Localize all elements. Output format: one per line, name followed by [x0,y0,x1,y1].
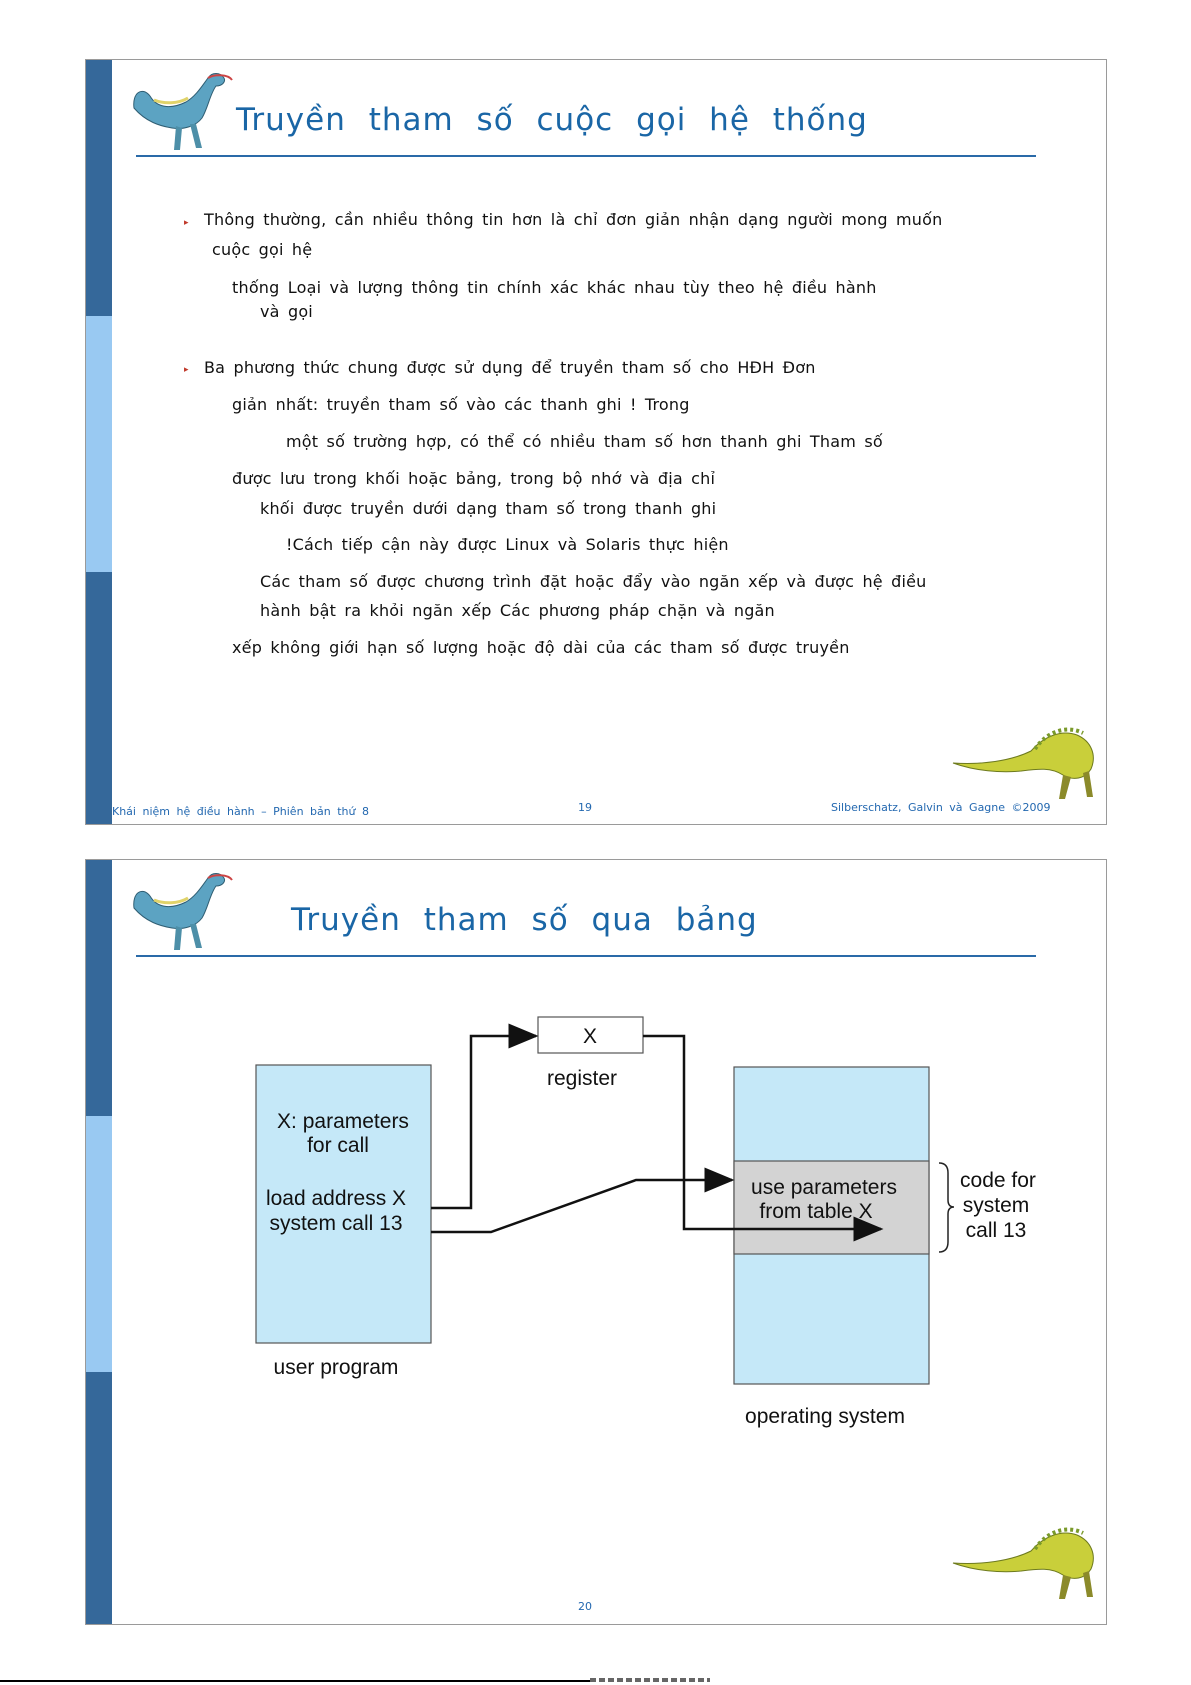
user-program-text: system call 13 [269,1212,403,1235]
body-line: hành bật ra khỏi ngăn xếp Các phương pháp chặn và ngăn [260,601,775,620]
slide-title: Truyền tham số cuộc gọi hệ thống [236,102,868,138]
footer-authors: Silberschatz, Galvin và Gagne ©2009 [831,801,1051,814]
body-line: một số trường hợp, có thể có nhiều tham số hơn thanh ghi Tham số [286,432,883,451]
slide-title: Truyền tham số qua bảng [291,902,758,938]
body-line: thống Loại và lượng thông tin chính xác khác nhau tùy theo hệ điều hành [232,278,877,297]
body-line: được lưu trong khối hoặc bảng, trong bộ nhớ và địa chỉ [232,469,716,488]
user-program-label: user program [273,1356,399,1379]
page-bottom-fragment [590,1678,710,1682]
footer-page-number: 19 [578,801,592,814]
title-underline [136,155,1036,157]
slide-sidebar [86,60,112,824]
body-line: cuộc gọi hệ [212,240,313,259]
os-block-text: from table X [759,1200,873,1223]
body-line: và gọi [260,302,313,321]
operating-system-label: operating system [745,1405,905,1428]
body-line: !Cách tiếp cận này được Linux và Solaris thực hiện [286,535,729,554]
code-for-label: call 13 [965,1219,1027,1242]
user-program-text: for call [307,1134,369,1157]
body-line: khối được truyền dưới dạng tham số trong thanh ghi [260,499,717,518]
bullet-arrow-icon: ▸ [184,218,189,228]
dinosaur-top-icon [124,68,244,158]
body-line: Ba phương thức chung được sử dụng để truyền tham số cho HĐH Đơn [204,358,816,377]
register-label: register [546,1067,618,1090]
footer-book-title: Khái niệm hệ điều hành – Phiên bản thứ 8 [112,805,369,818]
user-program-text: load address X [265,1187,407,1210]
page-bottom-rule [0,1680,590,1682]
body-line: giản nhất: truyền tham số vào các thanh ghi ! Trong [232,395,690,414]
body-line: xếp không giới hạn số lượng hoặc độ dài của các tham số được truyền [232,638,850,657]
slide-19 [85,59,1107,825]
brace-icon [939,1163,954,1252]
user-program-text: X: parameters [277,1110,409,1133]
load-address-arrow [431,1036,536,1208]
footer-page-number: 20 [578,1600,592,1613]
system-call-arrow [431,1180,732,1232]
dinosaur-bottom-icon [951,715,1101,805]
register-value: X [582,1025,598,1048]
parameter-table-diagram [86,860,1106,1624]
os-block-text: use parameters [751,1176,897,1199]
slide-20 [85,859,1107,1625]
bullet-arrow-icon: ▸ [184,365,189,375]
code-for-label: code for [960,1169,1036,1192]
dinosaur-bottom-icon [951,1515,1101,1605]
body-line: Các tham số được chương trình đặt hoặc đẩy vào ngăn xếp và được hệ điều [260,572,927,591]
body-line: Thông thường, cần nhiều thông tin hơn là chỉ đơn giản nhận dạng người mong muốn [204,210,943,229]
code-for-label: system [962,1194,1030,1217]
